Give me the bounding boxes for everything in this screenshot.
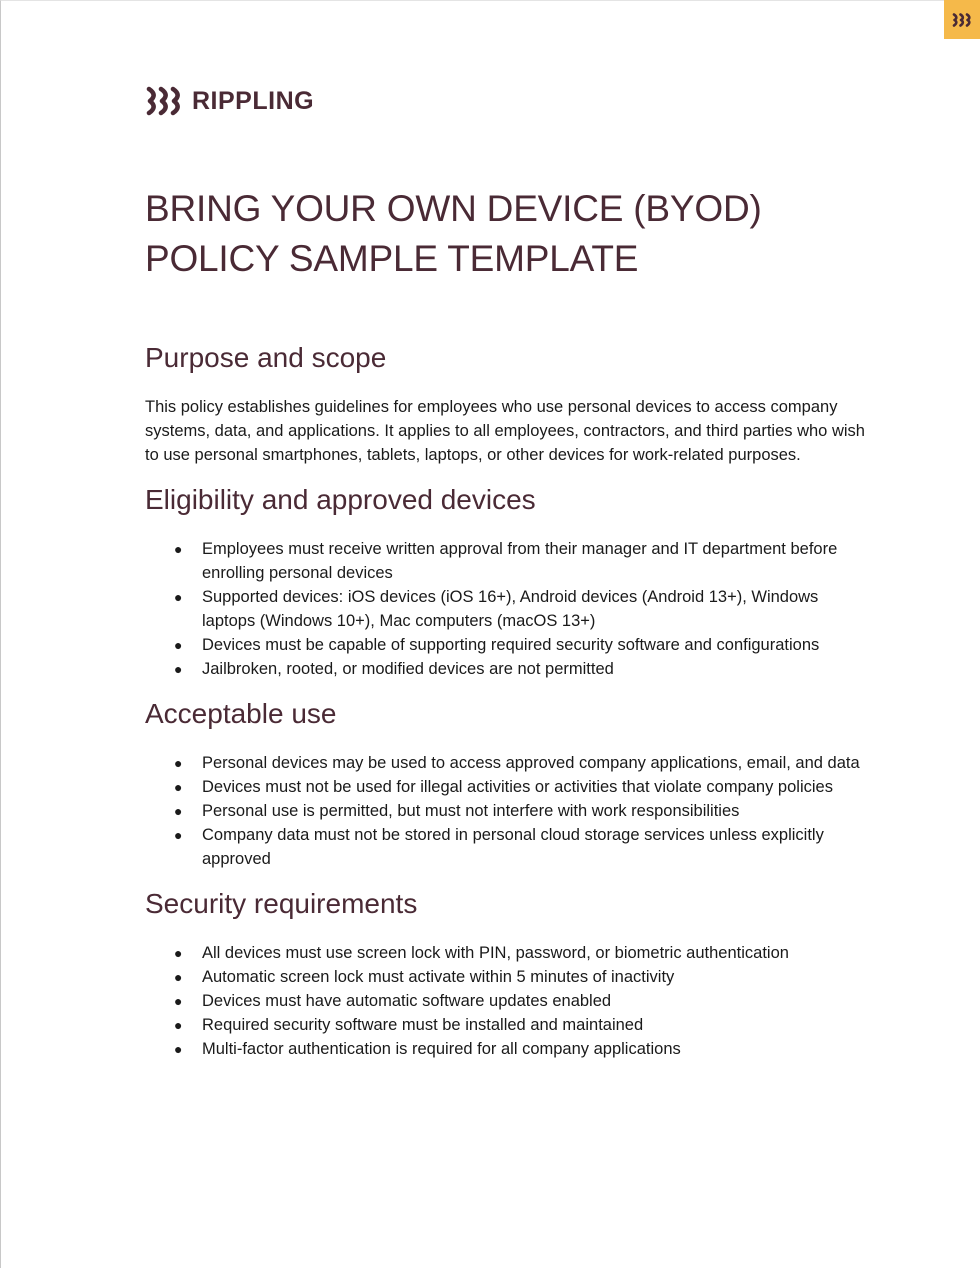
bullet-icon: ● xyxy=(174,661,183,677)
bullet-icon: ● xyxy=(174,993,183,1009)
bullet-icon: ● xyxy=(174,637,183,653)
purpose-paragraph: This policy establishes guidelines for employees who use personal devices to access company systems, data, and applications. It applies to all employees, contractors, and third parties who wish to use personal smartphones, tablets, laptops, or other devices for work-related purposes. xyxy=(145,398,865,464)
eligibility-list xyxy=(145,537,870,681)
list-item: ● All devices must use screen lock with PIN, password, or biometric authentication xyxy=(145,941,870,965)
bullet-icon: ● xyxy=(174,1041,183,1057)
title-line-2: POLICY SAMPLE TEMPLATE xyxy=(145,238,639,279)
bullet-icon: ● xyxy=(174,779,183,795)
security-list xyxy=(145,941,870,1061)
list-item: ● Personal use is permitted, but must not interfere with work responsibilities xyxy=(145,799,870,823)
bullet-icon: ● xyxy=(174,755,183,771)
bullet-icon: ● xyxy=(174,803,183,819)
bullet-icon: ● xyxy=(174,541,183,557)
corner-brand-badge xyxy=(944,0,980,39)
brand-name: RIPPLING xyxy=(192,86,315,115)
heading-acceptable-use: Acceptable use xyxy=(145,698,337,729)
bullet-icon: ● xyxy=(174,1017,183,1033)
rippling-badge-icon xyxy=(952,13,972,27)
list-item: ● Multi-factor authentication is required for all company applications xyxy=(145,1037,870,1061)
list-item: ● Personal devices may be used to access approved company applications, email, and data xyxy=(145,751,870,775)
list-item: ● Supported devices: iOS devices (iOS 16+), Android devices (Android 13+), Windows laptops (Windows 10+), Mac computers (macOS 13+) xyxy=(145,585,870,633)
heading-purpose-and-scope: Purpose and scope xyxy=(145,342,387,373)
list-item: ● Devices must be capable of supporting required security software and configurations xyxy=(145,633,870,657)
bullet-icon: ● xyxy=(174,969,183,985)
title-line-1: BRING YOUR OWN DEVICE (BYOD) xyxy=(145,188,762,229)
list-item: ● Employees must receive written approval from their manager and IT department before enrolling personal devices xyxy=(145,537,870,585)
list-item: ● Required security software must be installed and maintained xyxy=(145,1013,870,1037)
heading-security-requirements: Security requirements xyxy=(145,888,418,919)
list-item: ● Jailbroken, rooted, or modified devices are not permitted xyxy=(145,657,870,681)
bullet-icon: ● xyxy=(174,827,183,843)
list-item: ● Devices must not be used for illegal activities or activities that violate company policies xyxy=(145,775,870,799)
bullet-icon: ● xyxy=(174,589,183,605)
heading-eligibility: Eligibility and approved devices xyxy=(145,484,536,515)
list-item: ● Automatic screen lock must activate within 5 minutes of inactivity xyxy=(145,965,870,989)
acceptable-use-list xyxy=(145,751,870,871)
list-item: ● Company data must not be stored in personal cloud storage services unless explicitly approved xyxy=(145,823,870,871)
rippling-logo xyxy=(145,86,314,116)
document-title xyxy=(145,184,870,284)
document-body xyxy=(145,184,870,1061)
bullet-icon: ● xyxy=(174,945,183,961)
rippling-logo-icon xyxy=(145,86,183,116)
list-item: ● Devices must have automatic software updates enabled xyxy=(145,989,870,1013)
